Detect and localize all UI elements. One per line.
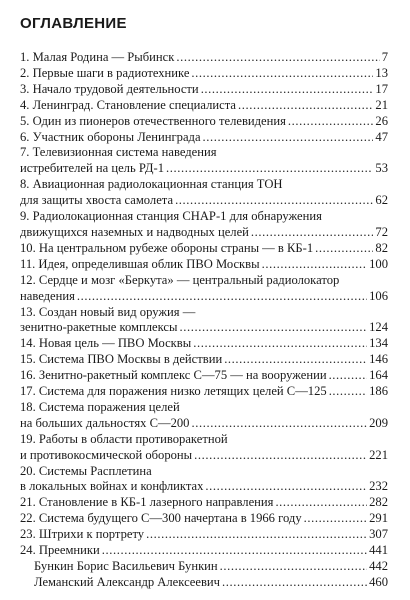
toc-entry-title: для защиты хвоста самолета [20,193,174,208]
toc-entry-title: 12. Сердце и мозг «Беркута» — центральный радиолокатор [20,272,340,287]
toc-dot-leader [275,495,367,511]
toc-entry-title: 19. Работы в области противоракетной [20,431,228,446]
toc-entry-line-continued [20,305,388,321]
toc-page-number: 53 [375,161,388,176]
toc-entry-title: 3. Начало трудовой деятельности [20,81,199,96]
toc-entry-title: 8. Авиационная радиолокационная станция ТОН [20,177,283,192]
toc-page-number: 62 [375,193,388,208]
toc-entry-title: 13. Создан новый вид оружия — [20,304,196,319]
toc-page-number: 291 [369,511,388,526]
toc-dot-leader [102,543,367,559]
toc-page-number: 441 [369,543,388,558]
toc-page-number: 17 [375,81,388,96]
toc-entry-title: 22. Система будущего С—300 начертана в 1966 году [20,511,302,526]
toc-entry-title: зенитно-ракетные комплексы [20,320,178,335]
toc-entry [20,257,388,273]
toc-page-number: 146 [369,352,388,367]
toc-entry-title: Леманский Александр Алексеевич [34,574,221,589]
toc-entry [20,145,388,177]
toc-entry-title: в локальных войнах и конфликтах [20,479,204,494]
toc-page-number: 209 [369,415,388,430]
toc-entry-title: движущихся наземных и надводных целей [20,224,249,239]
toc-entry-line [20,527,388,543]
toc-entry [20,82,388,98]
toc-entry [20,98,388,114]
toc-entry [20,241,388,257]
toc-entry-line-continued [20,209,388,225]
toc-entry-title: и противокосмической обороны [20,447,193,462]
toc-entry-title: 4. Ленинград. Становление специалиста [20,97,236,112]
toc-dot-leader [179,320,367,336]
toc-entry [20,527,388,543]
toc-entry-line [20,241,388,257]
toc-entry-line [20,479,388,495]
toc-dot-leader [77,289,367,305]
toc-entry [20,130,388,146]
toc-dot-leader [251,225,373,241]
toc-dot-leader [193,336,367,352]
toc-entry-title: 10. На центральном рубеже обороны страны — в КБ-1 [20,240,314,255]
toc-list [20,50,388,591]
toc-page-number: 47 [375,129,388,144]
toc-page-number: 282 [369,495,388,510]
toc-dot-leader [288,114,373,130]
toc-dot-leader [194,448,367,464]
toc-entry-title: 14. Новая цель — ПВО Москвы [20,336,192,351]
toc-dot-leader [220,559,367,575]
toc-entry-line [20,66,388,82]
toc-entry-title: 2. Первые шаги в радиотехнике [20,65,190,80]
toc-dot-leader [304,511,367,527]
toc-page [20,14,388,591]
toc-entry-line [20,114,388,130]
toc-entry [20,543,388,559]
toc-page-number: 100 [369,256,388,271]
toc-entry [20,305,388,337]
toc-entry-line [20,352,388,368]
toc-entry-title: 6. Участник обороны Ленинграда [20,129,201,144]
toc-entry-line [20,98,388,114]
toc-entry-line [20,193,388,209]
toc-entry-line [34,575,388,591]
toc-entry-title: 21. Становление в КБ-1 лазерного направления [20,495,274,510]
toc-page-number: 232 [369,479,388,494]
toc-entry [20,511,388,527]
toc-dot-leader [315,241,373,257]
toc-entry-line [20,543,388,559]
toc-entry [20,384,388,400]
toc-dot-leader [203,130,374,146]
toc-entry-title: наведения [20,288,75,303]
toc-entry-title: Бункин Борис Васильевич Бункин [34,559,218,573]
toc-dot-leader [175,193,373,209]
toc-entry [20,66,388,82]
toc-dot-leader [146,527,367,543]
toc-entry [20,273,388,305]
toc-page-number: 134 [369,336,388,351]
toc-entry-title: 9. Радиолокационная станция СНАР-1 для обнаружения [20,209,322,224]
toc-entry-line [20,225,388,241]
toc-page-number: 26 [375,113,388,128]
toc-entry-title: 5. Один из пионеров отечественного телевидения [20,113,286,128]
toc-entry-line-continued [20,145,388,161]
toc-entry-line [20,448,388,464]
toc-entry [20,575,388,591]
toc-entry [20,559,388,575]
toc-page-number: 82 [375,240,388,255]
toc-dot-leader [238,98,373,114]
toc-entry-title: 20. Системы Расплетина [20,463,152,478]
toc-entry-title: 24. Преемники [20,543,100,558]
toc-entry-line [20,289,388,305]
toc-dot-leader [224,352,367,368]
toc-entry-title: 1. Малая Родина — Рыбинск [20,50,175,64]
toc-entry-line [20,336,388,352]
toc-dot-leader [262,257,368,273]
toc-entry-line [20,50,388,66]
toc-page-number: 164 [369,368,388,383]
toc-entry-line-continued [20,400,388,416]
toc-dot-leader [176,50,379,66]
toc-page-number: 307 [369,527,388,542]
toc-entry-line-continued [20,432,388,448]
toc-page-number: 106 [369,288,388,303]
toc-entry-line [20,161,388,177]
toc-entry-title: 23. Штрихи к портрету [20,527,145,542]
toc-page-number: 460 [369,574,388,589]
toc-entry [20,352,388,368]
toc-page-number: 221 [369,447,388,462]
toc-entry-line-continued [20,464,388,480]
toc-entry [20,432,388,464]
toc-entry-line [34,559,388,575]
toc-dot-leader [205,479,367,495]
toc-entry-title: 17. Система для поражения низко летящих целей С—125 [20,384,327,399]
toc-entry-line [20,257,388,273]
toc-entry-line [20,320,388,336]
toc-entry [20,209,388,241]
toc-entry [20,114,388,130]
toc-dot-leader [201,82,374,98]
toc-entry-title: 18. Система поражения целей [20,399,180,414]
toc-entry-title: 16. Зенитно-ракетный комплекс С—75 — на вооружении [20,368,327,383]
toc-page-number: 72 [375,224,388,239]
toc-entry-line [20,82,388,98]
toc-entry-line [20,368,388,384]
toc-dot-leader [222,575,367,591]
toc-entry-line [20,416,388,432]
toc-entry [20,368,388,384]
toc-entry-line-continued [20,177,388,193]
toc-entry-line-continued [20,273,388,289]
toc-entry [20,336,388,352]
toc-entry [20,50,388,66]
toc-page-number: 186 [369,384,388,399]
toc-dot-leader [166,161,373,177]
toc-dot-leader [191,66,373,82]
toc-entry-line [20,511,388,527]
toc-page-number: 7 [381,50,388,64]
toc-entry-title: 11. Идея, определившая облик ПВО Москвы [20,256,260,271]
toc-entry-line [20,130,388,146]
toc-dot-leader [329,368,368,384]
toc-page-number: 21 [375,97,388,112]
toc-entry-line [20,495,388,511]
toc-entry [20,464,388,496]
toc-page-number: 442 [369,559,388,573]
toc-entry-line [20,384,388,400]
toc-entry-title: 15. Система ПВО Москвы в действии [20,352,223,367]
toc-page-number: 13 [375,65,388,80]
toc-entry [20,495,388,511]
toc-entry-title: истребителей на цель РД-1 [20,161,164,176]
toc-heading: ОГЛАВЛЕНИЕ [20,15,127,32]
toc-entry-title: на больших дальностях С—200 [20,415,190,430]
toc-entry [20,400,388,432]
toc-dot-leader [191,416,367,432]
toc-entry [20,177,388,209]
toc-page-number: 124 [369,320,388,335]
toc-entry-title: 7. Телевизионная система наведения [20,145,217,160]
toc-dot-leader [329,384,367,400]
